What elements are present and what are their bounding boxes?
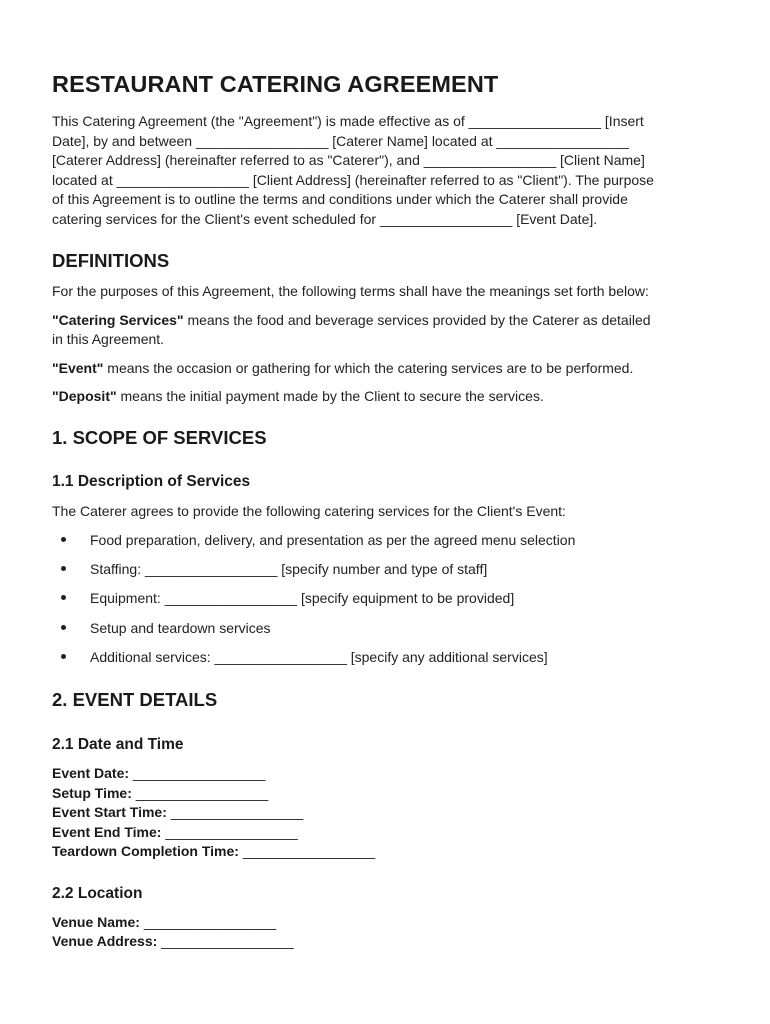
list-item: Setup and teardown services bbox=[52, 619, 724, 639]
list-item: Equipment: _________________ [specify equipment to be provided] bbox=[52, 589, 724, 609]
intro-paragraph bbox=[52, 112, 724, 229]
document-page bbox=[52, 70, 724, 952]
list-item: Additional services: _________________ [specify any additional services] bbox=[52, 648, 724, 668]
definition-event bbox=[52, 359, 724, 379]
definition-term: "Catering Services" bbox=[52, 311, 184, 328]
event-date-field: Event Date: _________________ bbox=[52, 765, 266, 782]
definitions-heading: DEFINITIONS bbox=[52, 250, 170, 271]
teardown-completion-time-field: Teardown Completion Time: _________________ bbox=[52, 843, 376, 860]
bullet-icon bbox=[61, 566, 66, 571]
bullet-icon bbox=[61, 654, 66, 659]
services-list bbox=[52, 531, 724, 667]
definition-text: means the occasion or gathering for which the catering services are to be performed. bbox=[103, 359, 634, 376]
event-start-time-field: Event Start Time: _________________ bbox=[52, 804, 304, 821]
bullet-icon bbox=[61, 625, 66, 630]
definition-catering-services bbox=[52, 311, 724, 350]
event-end-time-field: Event End Time: _________________ bbox=[52, 823, 298, 840]
document-title: RESTAURANT CATERING AGREEMENT bbox=[52, 71, 499, 97]
section-2-2-heading: 2.2 Location bbox=[52, 884, 143, 902]
intro-line: [Caterer Address] (hereinafter referred to as "Caterer"), and _________________ [Client Name] bbox=[52, 152, 645, 168]
services-description: The Caterer agrees to provide the following catering services for the Client's Event: bbox=[52, 502, 566, 519]
definition-text: in this Agreement. bbox=[52, 331, 165, 347]
date-time-fields bbox=[52, 764, 724, 862]
venue-address-field: Venue Address: _________________ bbox=[52, 933, 294, 950]
intro-line: located at _________________ [Client Address] (hereinafter referred to as "Client"). The purpose bbox=[52, 171, 654, 188]
section-2-heading: 2. EVENT DETAILS bbox=[52, 689, 218, 711]
intro-line: catering services for the Client's event scheduled for _________________ [Event Date]. bbox=[52, 210, 598, 227]
intro-line: Date], by and between _________________ [Caterer Name] located at _________________ bbox=[52, 132, 629, 149]
definition-deposit bbox=[52, 387, 724, 407]
location-fields bbox=[52, 913, 724, 952]
section-2-1-heading: 2.1 Date and Time bbox=[52, 736, 184, 754]
definition-term: "Deposit" bbox=[52, 388, 117, 404]
definitions-intro: For the purposes of this Agreement, the following terms shall have the meanings set forth below: bbox=[52, 283, 649, 299]
bullet-icon bbox=[61, 595, 66, 600]
definition-term: "Event" bbox=[52, 359, 104, 376]
list-item: Food preparation, delivery, and presentation as per the agreed menu selection bbox=[52, 531, 724, 551]
section-1-1-heading: 1.1 Description of Services bbox=[52, 472, 251, 490]
definition-text: means the food and beverage services provided by the Caterer as detailed bbox=[183, 311, 651, 328]
definition-text: means the initial payment made by the Client to secure the services. bbox=[116, 388, 544, 404]
venue-name-field: Venue Name: _________________ bbox=[52, 913, 277, 930]
intro-line: of this Agreement is to outline the terms and conditions under which the Caterer shall provide bbox=[52, 191, 628, 207]
section-1-heading: 1. SCOPE OF SERVICES bbox=[52, 426, 267, 448]
list-item: Staffing: _________________ [specify number and type of staff] bbox=[52, 560, 724, 580]
bullet-icon bbox=[61, 537, 66, 542]
intro-line: This Catering Agreement (the "Agreement") is made effective as of _________________ [Insert bbox=[52, 113, 644, 129]
setup-time-field: Setup Time: _________________ bbox=[52, 784, 269, 801]
